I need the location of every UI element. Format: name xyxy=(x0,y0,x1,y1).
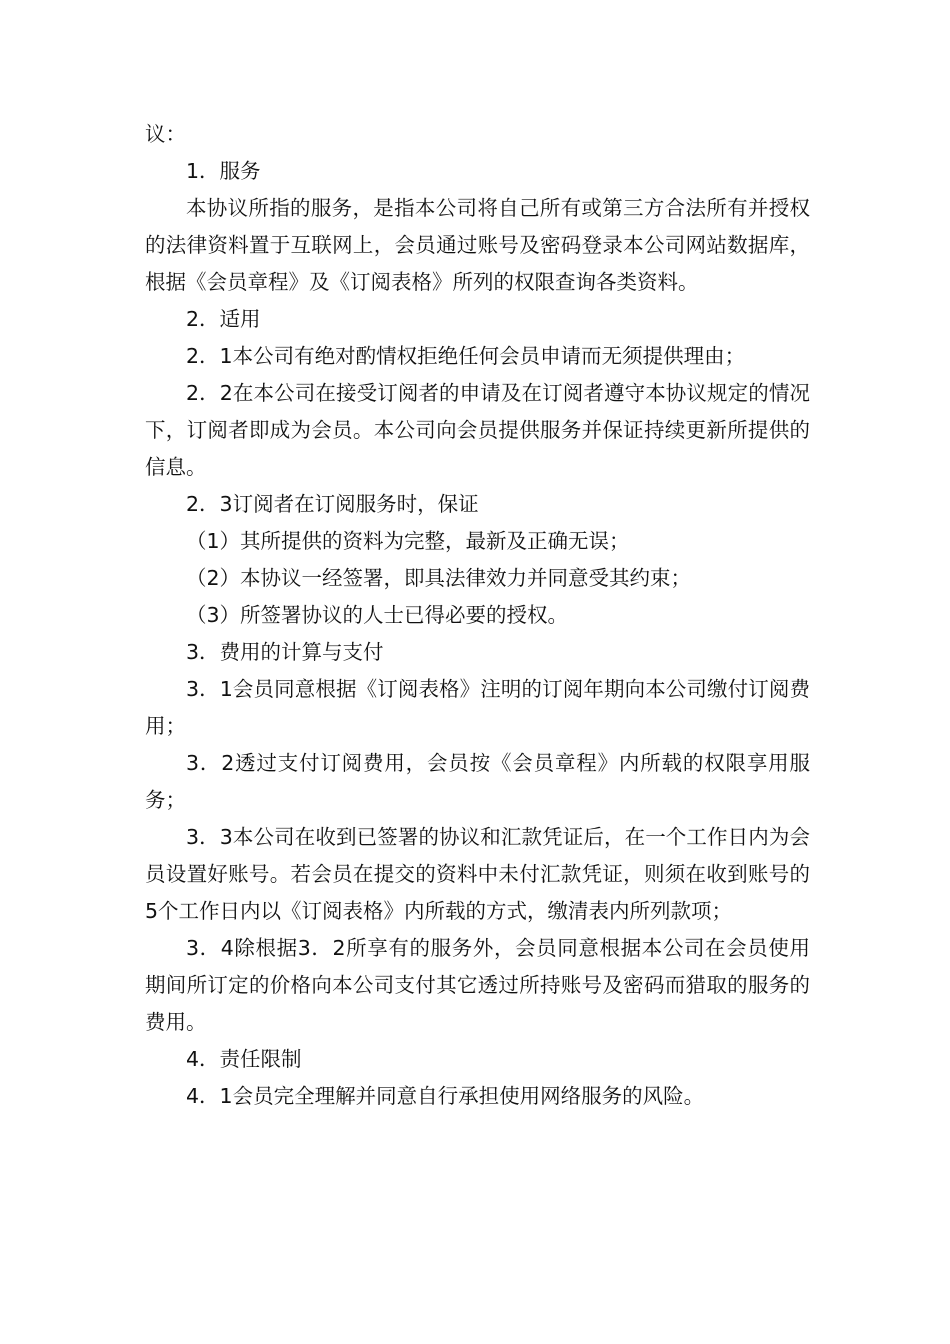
clause-3-4: 3．4除根据3．2所享有的服务外，会员同意根据本公司在会员使用期间所订定的价格向本公司支付其它透过所持账号及密码而猎取的服务的费用。 xyxy=(145,936,810,1034)
clause-2-3-item-3: （3）所签署协议的人士已得必要的授权。 xyxy=(186,603,569,627)
clause-2-3: 2．3订阅者在订阅服务时，保证 xyxy=(186,492,479,516)
clause-3-1: 3．1会员同意根据《订阅表格》注明的订阅年期向本公司缴付订阅费用； xyxy=(145,677,810,738)
section-heading-service: 1．服务 xyxy=(186,159,261,183)
document-body xyxy=(145,116,810,1115)
clause-3-3: 3．3本公司在收到已签署的协议和汇款凭证后，在一个工作日内为会员设置好账号。若会员在提交的资料中未付汇款凭证，则须在收到账号的5个工作日内以《订阅表格》内所载的方式，缴清表内所列款项； xyxy=(145,825,810,923)
clause-2-3-item-2: （2）本协议一经签署，即具法律效力并同意受其约束； xyxy=(186,566,692,590)
section-heading-fees: 3．费用的计算与支付 xyxy=(186,640,384,664)
clause-2-1: 2．1本公司有绝对酌情权拒绝任何会员申请而无须提供理由； xyxy=(186,344,746,368)
paragraph-service-definition: 本协议所指的服务，是指本公司将自己所有或第三方合法所有并授权的法律资料置于互联网上，会员通过账号及密码登录本公司网站数据库，根据《会员章程》及《订阅表格》所列的权限查询各类资料。 xyxy=(145,196,810,294)
clause-2-3-item-1: （1）其所提供的资料为完整，最新及正确无误； xyxy=(186,529,630,553)
clause-3-2: 3．2透过支付订阅费用，会员按《会员章程》内所载的权限享用服务； xyxy=(145,751,810,812)
section-heading-applicability: 2．适用 xyxy=(186,307,261,331)
clause-2-2: 2．2在本公司在接受订阅者的申请及在订阅者遵守本协议规定的情况下，订阅者即成为会员。本公司向会员提供服务并保证持续更新所提供的信息。 xyxy=(145,381,810,479)
paragraph-continuation: 议： xyxy=(145,122,186,146)
section-heading-liability: 4．责任限制 xyxy=(186,1047,302,1071)
clause-4-1: 4．1会员完全理解并同意自行承担使用网络服务的风险。 xyxy=(186,1084,705,1108)
